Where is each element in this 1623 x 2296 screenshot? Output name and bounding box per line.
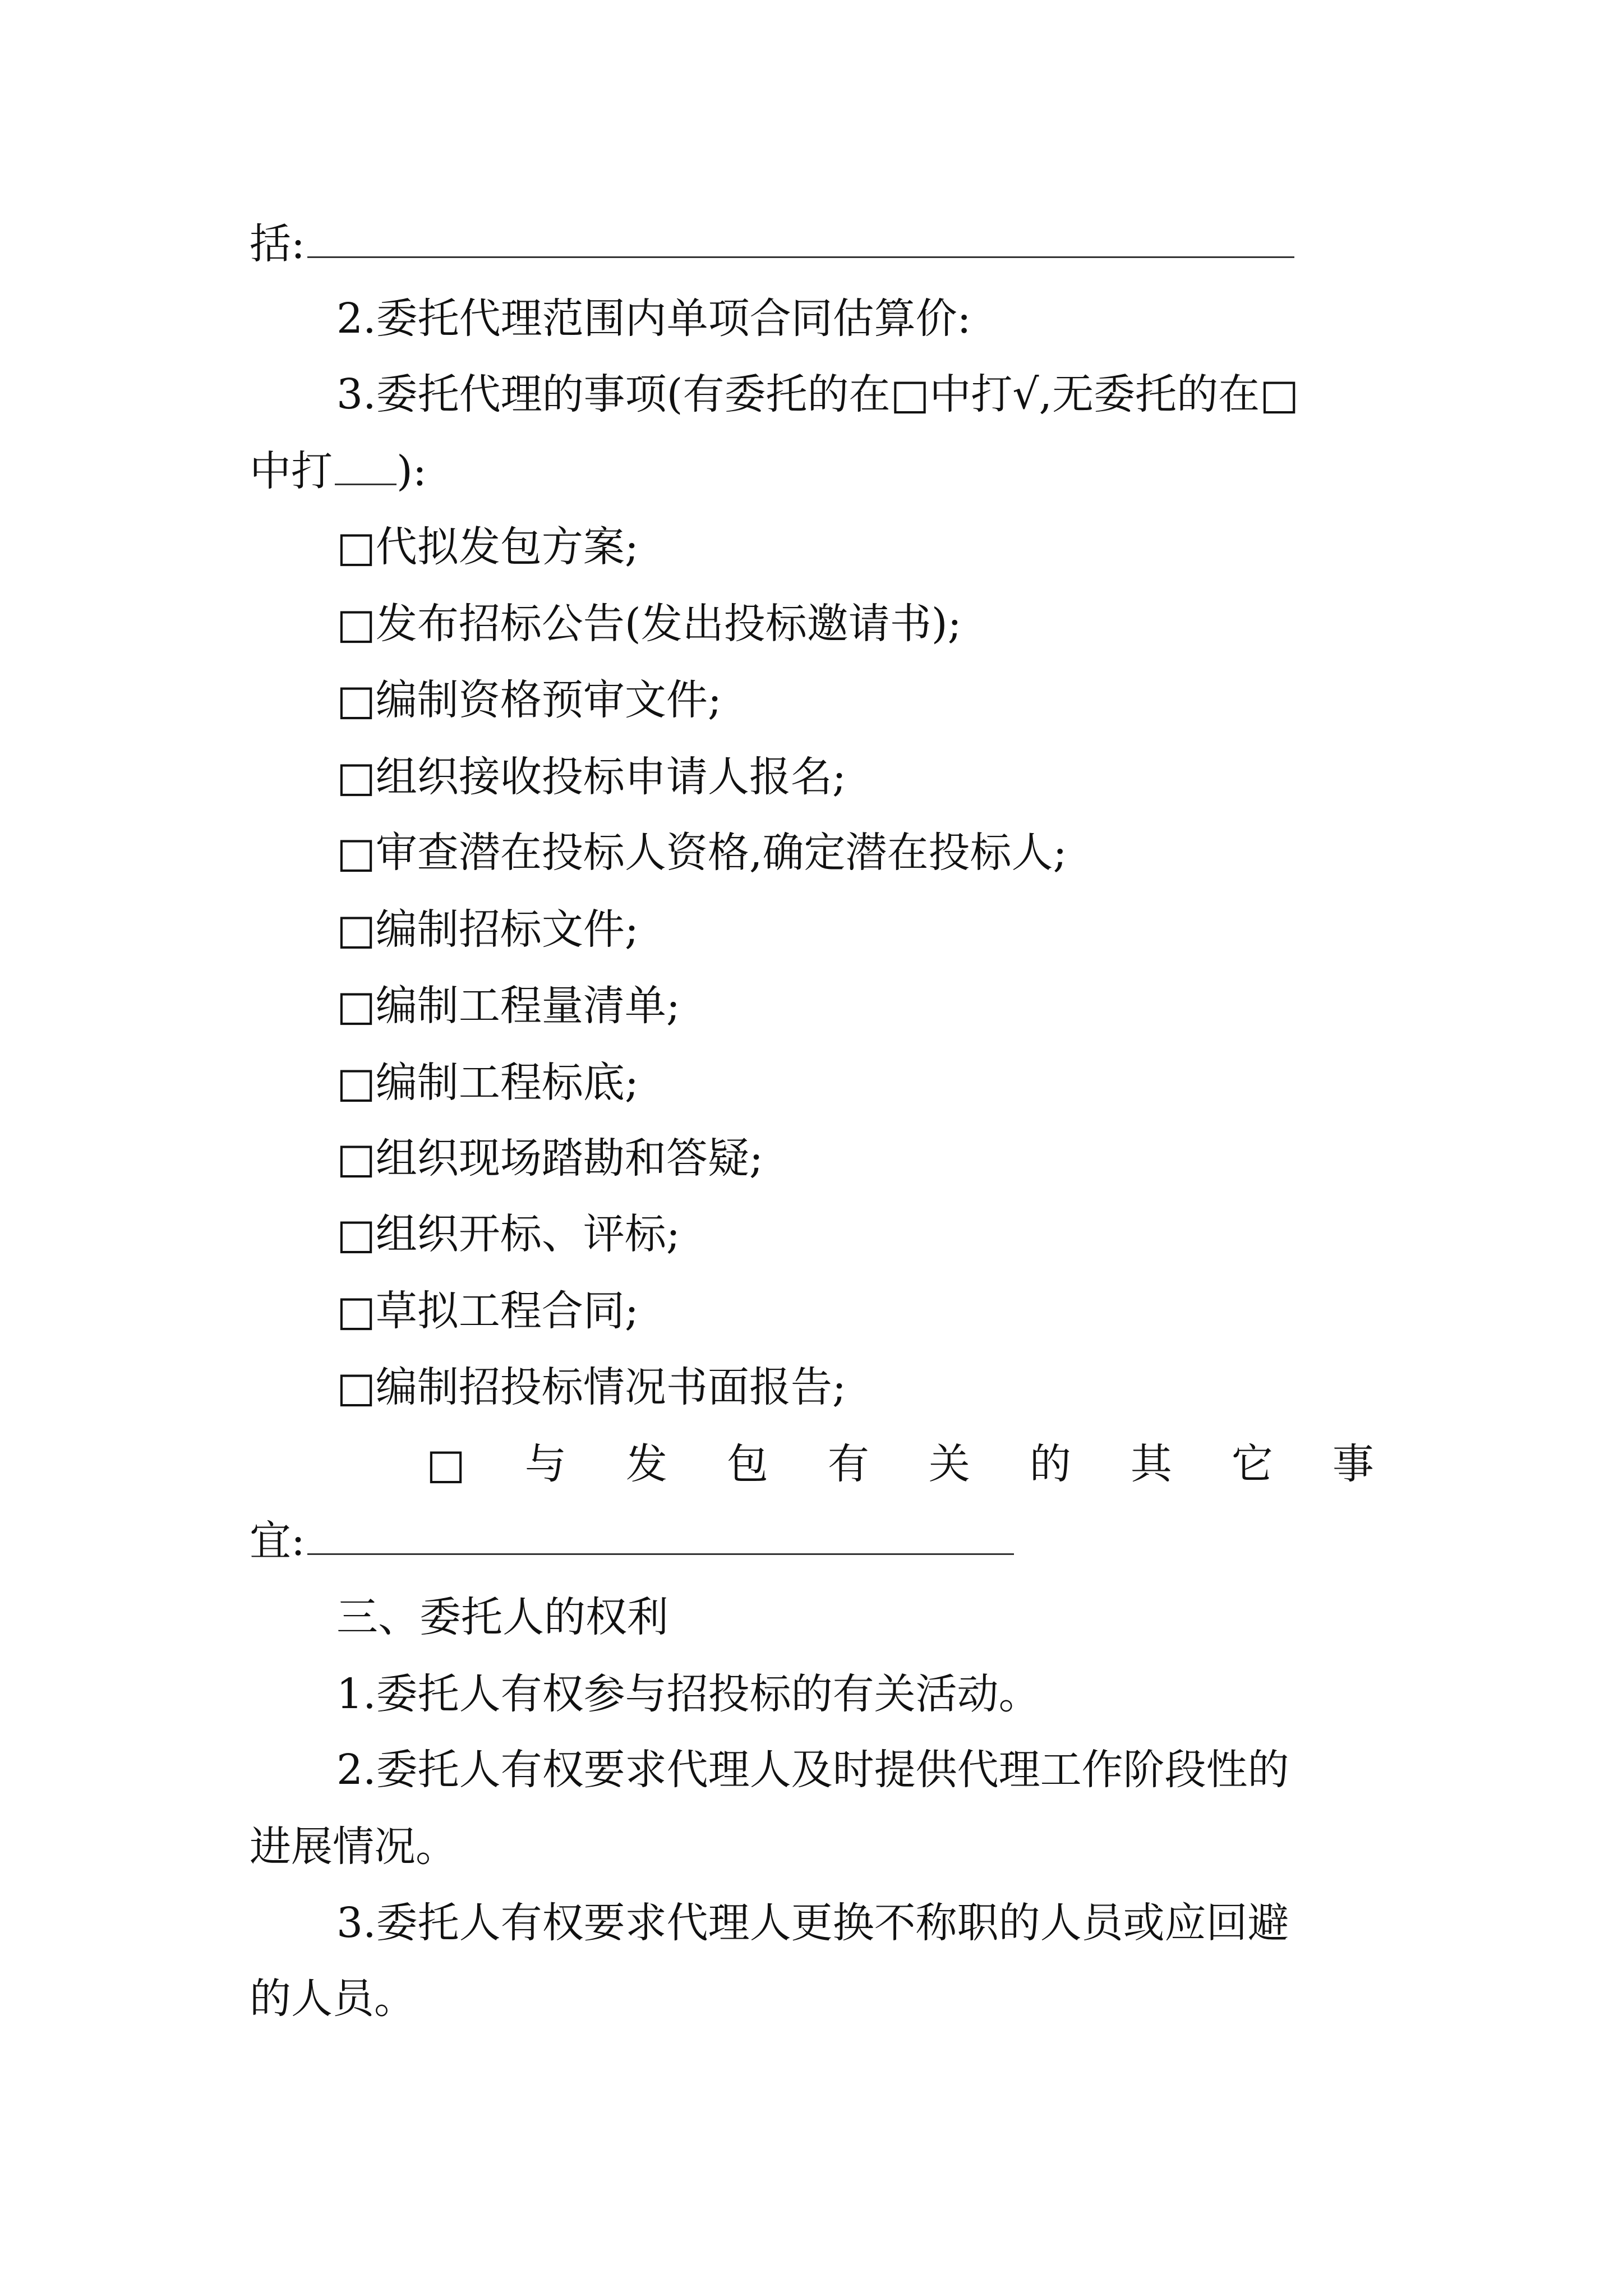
spread-char: 与 — [524, 1440, 566, 1488]
spread-char: 它 — [1231, 1440, 1273, 1488]
spread-char: 关 — [928, 1440, 970, 1488]
other-matters-cont — [250, 1513, 1014, 1569]
estimate-line: 2.委托代理范围内单项合同估算价: — [336, 295, 971, 343]
scope-blank — [307, 223, 1294, 258]
spread-char: 其 — [1130, 1440, 1172, 1488]
scope-line — [250, 216, 1294, 272]
item-draft-plan: □代拟发包方案; — [336, 523, 639, 571]
item-site-visit: □组织现场踏勘和答疑; — [336, 1134, 763, 1182]
spread-char: 事 — [1332, 1440, 1374, 1488]
right-1: 1.委托人有权参与招投标的有关活动。 — [336, 1670, 1040, 1718]
item-draft-contract: □草拟工程合同; — [336, 1287, 639, 1335]
item-bill-of-quantities: □编制工程量清单; — [336, 982, 680, 1030]
matters-line: 3.委托代理的事项(有委托的在□中打√,无委托的在□ — [336, 370, 1299, 418]
matters-cont-end: ): — [396, 447, 427, 495]
spread-char: 包 — [726, 1440, 768, 1488]
item-qualification-review: □审查潜在投标人资格,确定潜在投标人; — [336, 829, 1067, 877]
item-written-report: □编制招投标情况书面报告; — [336, 1363, 846, 1411]
scope-label: 括: — [250, 220, 305, 268]
spread-char: □ — [426, 1440, 465, 1488]
spread-char: 发 — [625, 1440, 667, 1488]
right-2-line1: 2.委托人有权要求代理人及时提供代理工作阶段性的 — [336, 1746, 1289, 1794]
spread-char: 的 — [1029, 1440, 1071, 1488]
right-3-line1: 3.委托人有权要求代理人更换不称职的人员或应回避 — [336, 1899, 1289, 1947]
other-matters-line — [426, 1436, 1374, 1492]
matters-cont-start: 中打 — [250, 447, 333, 495]
right-3-line2: 的人员。 — [250, 1975, 416, 2023]
item-publish-notice: □发布招标公告(发出投标邀请书); — [336, 600, 962, 648]
item-bid-opening: □组织开标、评标; — [336, 1210, 680, 1258]
spread-char: 有 — [827, 1440, 869, 1488]
item-registration: □组织接收投标申请人报名; — [336, 753, 846, 801]
section-title: 三、委托人的权利 — [336, 1593, 668, 1641]
item-prequal-docs: □编制资格预审文件; — [336, 676, 722, 724]
matters-line-cont — [250, 443, 427, 499]
item-tender-docs: □编制招标文件; — [336, 905, 639, 954]
right-2-line2: 进展情况。 — [250, 1823, 457, 1871]
other-matters-label: 宜: — [250, 1517, 305, 1565]
other-matters-blank — [307, 1520, 1014, 1555]
item-base-price: □编制工程标底; — [336, 1059, 639, 1107]
mark-blank — [335, 450, 396, 485]
